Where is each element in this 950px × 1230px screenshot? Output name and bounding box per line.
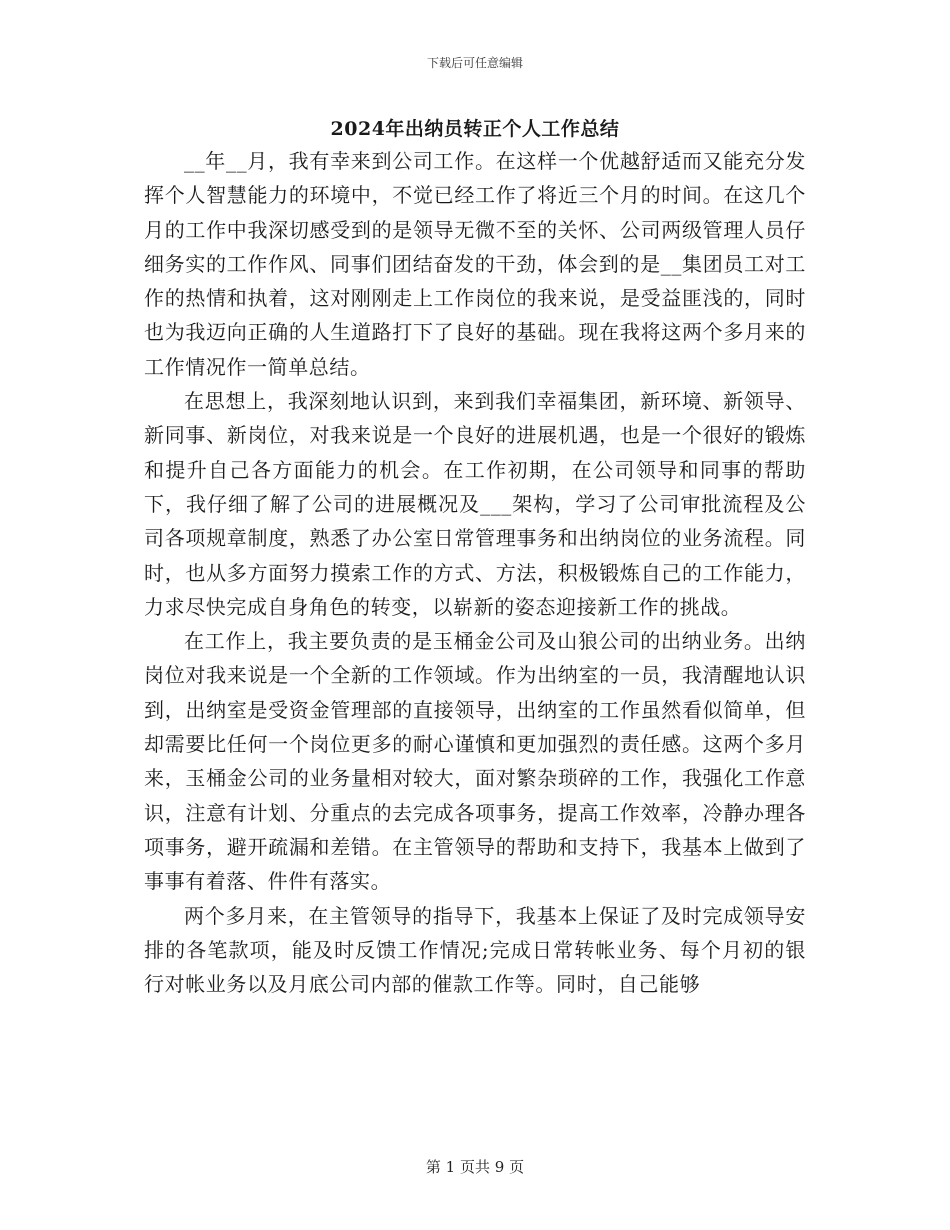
- paragraph-3: 在工作上，我主要负责的是玉桶金公司及山狼公司的出纳业务。出纳岗位对我来说是一个全新的工作领域。作为出纳室的一员，我清醒地认识到，出纳室是受资金管理部的直接领导，出纳室的工作虽然看似简单，但却需要比任何一个岗位更多的耐心谨慎和更加强烈的责任感。这两个多月来，玉桶金公司的业务量相对较大，面对繁杂琐碎的工作，我强化工作意识，注意有计划、分重点的去完成各项事务，提高工作效率，冷静办理各项事务，避开疏漏和差错。在主管领导的帮助和支持下，我基本上做到了事事有着落、件件有落实。: [144, 629, 806, 894]
- header-note: 下载后可任意编辑: [426, 56, 523, 70]
- paragraph-1: __年__月，我有幸来到公司工作。在这样一个优越舒适而又能充分发挥个人智慧能力的环境中，不觉已经工作了将近三个月的时间。在这几个月的工作中我深切感受到的是领导无微不至的关怀、公司两级管理人员仔细务实的工作作风、同事们团结奋发的干劲，体会到的是__集团员工对工作的热情和执着，这对刚刚走上工作岗位的我来说，是受益匪浅的，同时也为我迈向正确的人生道路打下了良好的基础。现在我将这两个多月来的工作情况作一简单总结。: [144, 149, 806, 379]
- document-title: 2024年出纳员转正个人工作总结: [330, 118, 620, 140]
- paragraph-2: 在思想上，我深刻地认识到，来到我们幸福集团，新环境、新领导、新同事、新岗位，对我来说是一个良好的进展机遇，也是一个很好的锻炼和提升自己各方面能力的机会。在工作初期，在公司领导和同事的帮助下，我仔细了解了公司的进展概况及___架构，学习了公司审批流程及公司各项规章制度，熟悉了办公室日常管理事务和出纳岗位的业务流程。同时，也从多方面努力摸索工作的方式、方法，积极锻炼自己的工作能力，力求尽快完成自身角色的转变，以崭新的姿态迎接新工作的挑战。: [144, 389, 806, 619]
- document-body: [144, 144, 806, 1001]
- page-number: 第 1 页共 9 页: [425, 1158, 525, 1176]
- paragraph-4: 两个多月来，在主管领导的指导下，我基本上保证了及时完成领导安排的各笔款项，能及时反馈工作情况;完成日常转帐业务、每个月初的银行对帐业务以及月底公司内部的催款工作等。同时，自己能够: [144, 903, 806, 997]
